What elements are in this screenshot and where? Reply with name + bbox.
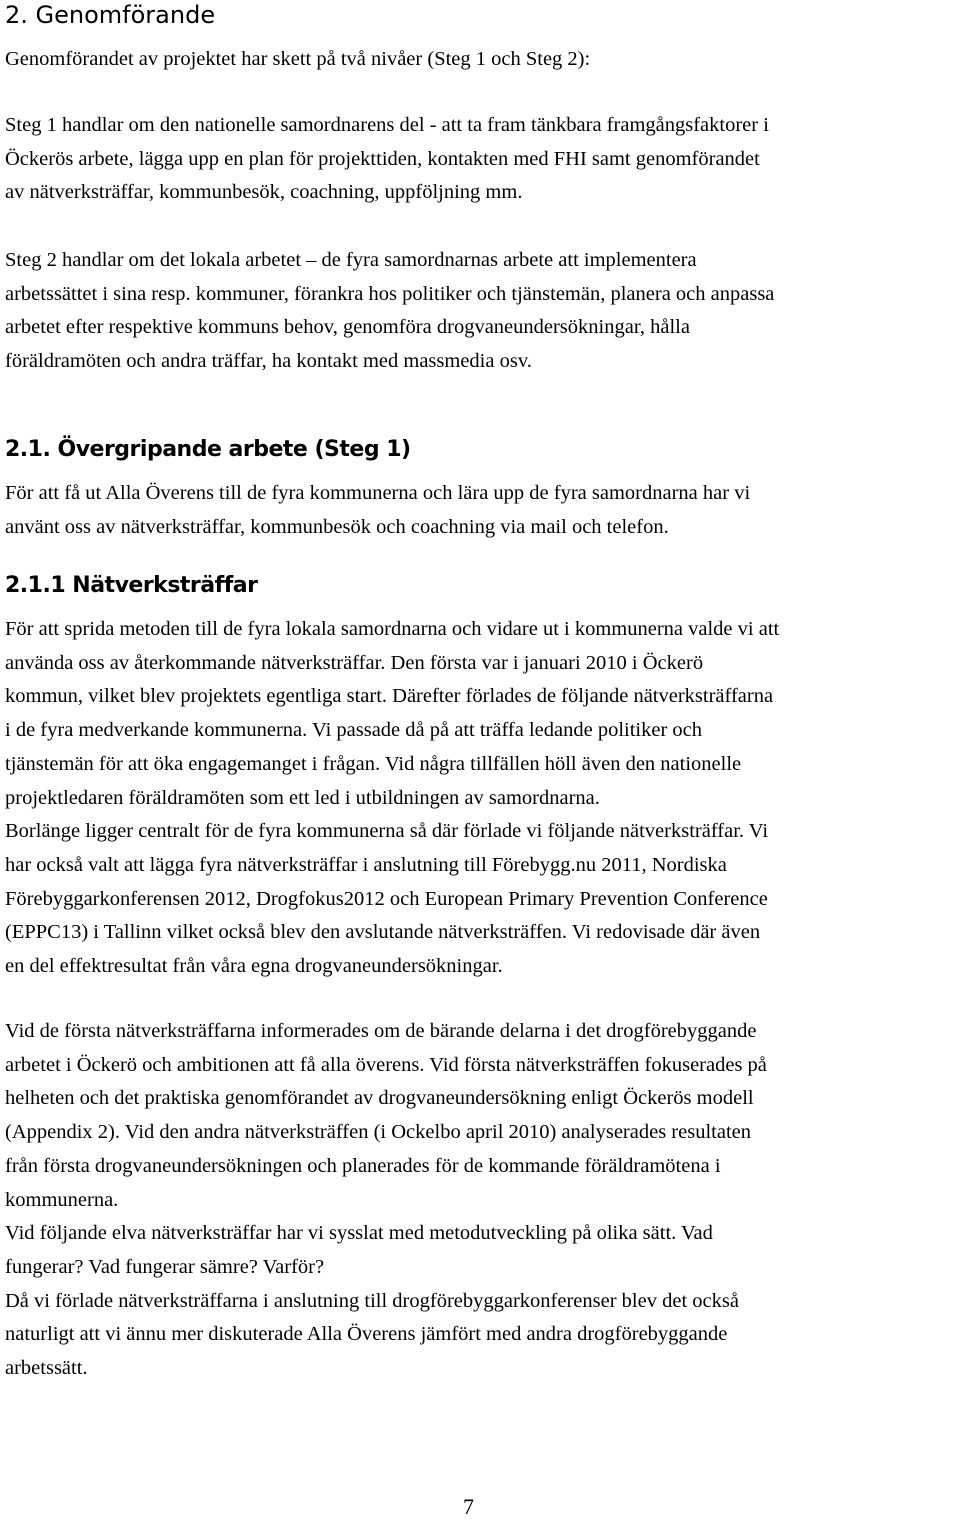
subsection-heading-2-1-1: 2.1.1 Nätverksträffar <box>5 573 258 598</box>
intro-paragraph <box>5 43 957 77</box>
natverk-line: projektledaren föräldramöten som ett led i utbildningen av samordnarna. <box>5 786 600 809</box>
steg2-line: föräldramöten och andra träffar, ha kontakt med massmedia osv. <box>5 350 532 373</box>
natverk-line: från första drogvaneundersökningen och planerades för de kommande föräldramötena i <box>5 1154 721 1177</box>
natverk-line: Förebyggarkonferensen 2012, Drogfokus2012 och European Primary Prevention Conference <box>5 887 768 910</box>
overgripande-line: För att få ut Alla Överens till de fyra kommunerna och lära upp de fyra samordnarna har vi <box>5 482 751 504</box>
natverk-line: helheten och det praktiska genomförandet av drogvaneundersökning enligt Öckerös modell <box>5 1087 754 1110</box>
steg1-paragraph <box>5 109 957 210</box>
section-heading: 2. Genomförande <box>5 1 216 29</box>
natverk-line: (Appendix 2). Vid den andra nätverksträffen (i Ockelbo april 2010) analyserades resultaten <box>5 1121 751 1144</box>
natverk-line: i de fyra medverkande kommunerna. Vi passade då på att träffa ledande politiker och <box>5 719 703 742</box>
steg1-line: Steg 1 handlar om den nationelle samordnarens del - att ta fram tänkbara framgångsfaktorer i <box>5 114 769 136</box>
natverk-line: (EPPC13) i Tallinn vilket också blev den avslutande nätverksträffen. Vi redovisade där även <box>5 921 761 944</box>
natverk-line: Då vi förlade nätverksträffarna i anslutning till drogförebyggarkonferenser blev det också <box>5 1289 739 1312</box>
natverk-line: arbetet i Öckerö och ambitionen att få alla överens. Vid första nätverksträffen fokuserades på <box>5 1053 767 1076</box>
steg1-line: av nätverksträffar, kommunbesök, coachning, uppföljning mm. <box>5 181 523 204</box>
natverk-line: kommunerna. <box>5 1188 119 1211</box>
natverk-line: kommun, vilket blev projektets egentliga start. Därefter förlades de följande nätverksträffarna <box>5 685 774 708</box>
overgripande-paragraph <box>5 477 957 544</box>
natverk-line: fungerar? Vad fungerar sämre? Varför? <box>5 1255 325 1278</box>
natverk-paragraph-2 <box>5 1015 957 1386</box>
natverk-line: naturligt att vi ännu mer diskuterade Alla Överens jämfört med andra drogförebyggande <box>5 1323 728 1346</box>
natverk-line: arbetssätt. <box>5 1357 88 1380</box>
page-number: 7 <box>463 1494 474 1519</box>
natverk-line: tjänstemän för att öka engagemanget i frågan. Vid några tillfällen höll även den nationelle <box>5 752 742 775</box>
steg2-line: Steg 2 handlar om det lokala arbetet – de fyra samordnarnas arbete att implementera <box>5 249 697 271</box>
natverk-line: använda oss av återkommande nätverksträffar. Den första var i januari 2010 i Öckerö <box>5 651 704 674</box>
natverk-line: För att sprida metoden till de fyra lokala samordnarna och vidare ut i kommunerna valde vi att <box>5 618 780 640</box>
natverk-line: Vid följande elva nätverksträffar har vi sysslat med metodutveckling på olika sätt. Vad <box>5 1222 713 1245</box>
subsection-heading-2-1: 2.1. Övergripande arbete (Steg 1) <box>5 437 411 462</box>
natverk-line: Borlänge ligger centralt för de fyra kommunerna så där förlade vi följande nätverksträffar. Vi <box>5 820 769 843</box>
steg1-line: Öckerös arbete, lägga upp en plan för projekttiden, kontakten med FHI samt genomförandet <box>5 147 760 170</box>
natverk-paragraph-1 <box>5 613 957 984</box>
intro-line: Genomförandet av projektet har skett på två nivåer (Steg 1 och Steg 2): <box>5 48 591 70</box>
steg2-line: arbetssättet i sina resp. kommuner, förankra hos politiker och tjänstemän, planera och anpassa <box>5 282 775 305</box>
steg2-paragraph <box>5 244 957 379</box>
natverk-line: har också valt att lägga fyra nätverksträffar i anslutning till Förebygg.nu 2011, Nordiska <box>5 853 727 876</box>
steg2-line: arbetet efter respektive kommuns behov, genomföra drogvaneundersökningar, hålla <box>5 316 690 339</box>
natverk-line: Vid de första nätverksträffarna informerades om de bärande delarna i det drogförebyggande <box>5 1020 757 1042</box>
overgripande-line: använt oss av nätverksträffar, kommunbesök och coachning via mail och telefon. <box>5 515 669 538</box>
natverk-line: en del effektresultat från våra egna drogvaneundersökningar. <box>5 955 503 978</box>
